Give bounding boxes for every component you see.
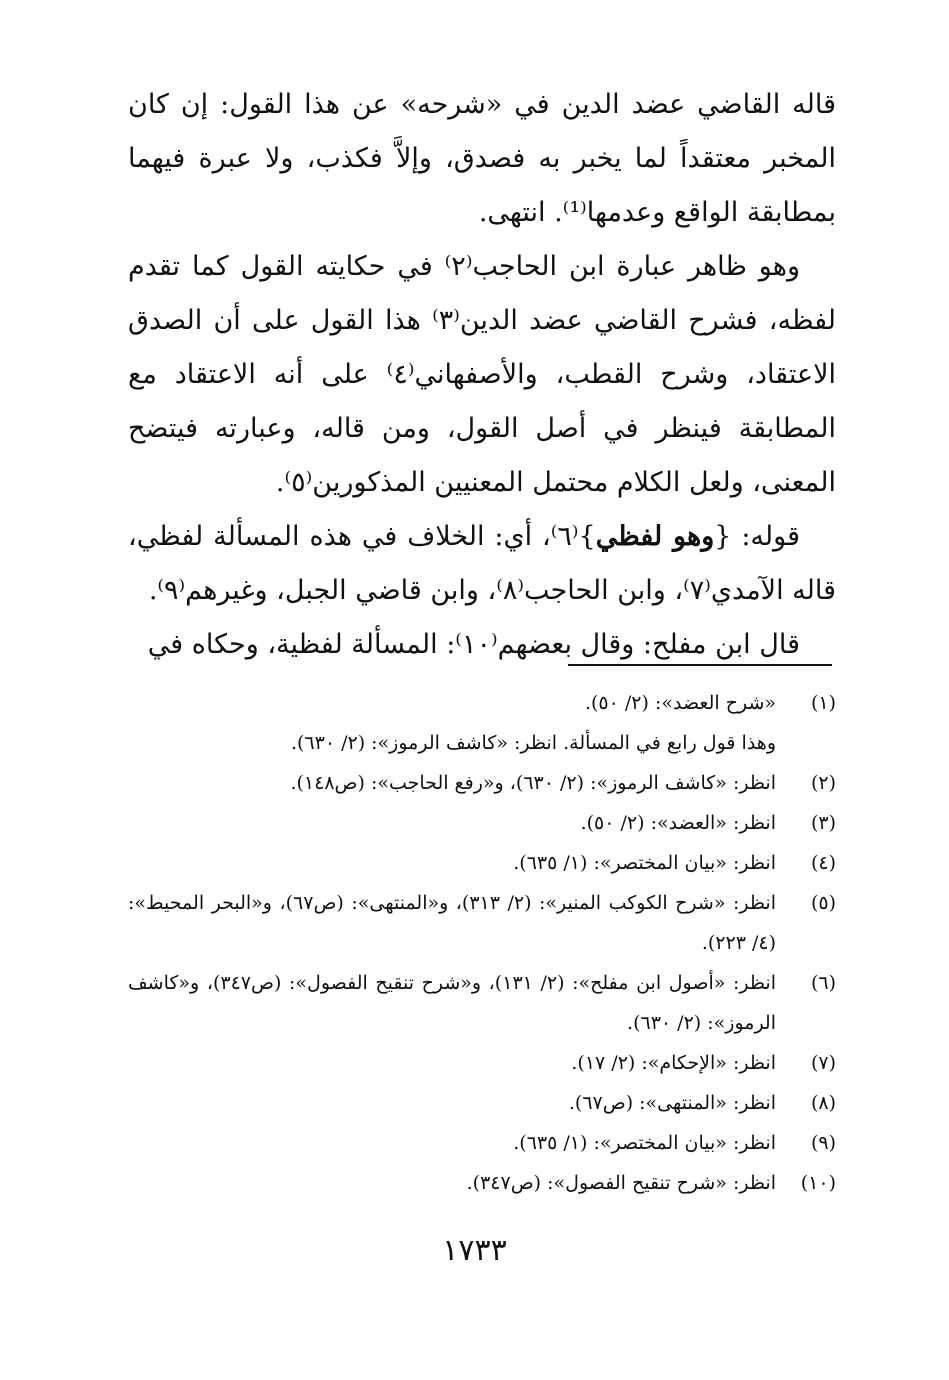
footnote-text: وهذا قول رابع في المسألة. انظر: «كاشف الرموز»: (٢/ ٦٣٠). [290,732,776,754]
footnote-number: (٨) [810,1092,836,1114]
footnote-separator [568,664,832,666]
footnote-7 [128,1043,836,1083]
footnote-text: انظر: «شرح تنقيح الفصول»: (ص٣٤٧). [466,1172,776,1194]
footnote-number: (٩) [810,1132,836,1154]
footnote-5 [128,883,836,963]
footnote-1 [128,683,836,723]
paragraph-3 [128,510,836,618]
footnote-9 [128,1123,836,1163]
footnote-4 [128,843,836,883]
footnote-8 [128,1083,836,1123]
footnote-10 [128,1163,836,1203]
paragraph-3-prefix: قوله: { [714,521,800,552]
footnote-6 [128,963,836,1043]
footnote-text: انظر: «العضد»: (٢/ ٥٠). [580,812,776,834]
footnote-text: انظر: «بيان المختصر»: (١/ ٦٣٥). [513,852,776,874]
footnotes [128,683,836,1203]
footnote-number: (٢) [810,772,836,794]
main-text [128,78,836,672]
paragraph-4: قال ابن مفلح: وقال بعضهم⁽١٠⁾: المسألة لفظية، وحكاه في [147,629,800,660]
footnote-text: انظر: «الإحكام»: (٢/ ١٧). [571,1052,776,1074]
footnote-2 [128,763,836,803]
footnote-text: انظر: «المنتهى»: (ص٦٧). [568,1092,776,1114]
quoted-term: وهو لفظي [595,521,715,552]
footnote-number: (٦) [810,972,836,994]
paragraph-1: قاله القاضي عضد الدين في «شرحه» عن هذا القول: إن كان المخبر معتقداً لما يخبر به فصدق، وإلاَّ فكذب، ولا عبرة فيهما بمطابقة الواقع وعدمها⁽¹⁾. انتهى. [128,89,836,228]
paragraph-2: وهو ظاهر عبارة ابن الحاجب⁽٢⁾ في حكايته القول كما تقدم لفظه، فشرح القاضي عضد الدين⁽٣⁾ هذا القول على أن الصدق الاعتقاد، وشرح القطب، والأصفهاني⁽٤⁾ على أنه الاعتقاد مع المطابقة فينظر في أصل القول، ومن قاله، وعبارته فيتضح المعنى، ولعل الكلام محتمل المعنيين المذكورين⁽٥⁾. [128,251,837,498]
paragraph-3-suffix: }⁽٦⁾، أي: الخلاف في هذه المسألة لفظي، قاله الآمدي⁽٧⁾، وابن الحاجب⁽٨⁾، وابن قاضي الجبل، وغيرهم⁽٩⁾. [128,521,836,606]
footnote-3 [128,803,836,843]
footnote-number: (١٠) [800,1172,836,1194]
footnote-number: (٣) [810,812,836,834]
footnote-number: (٧) [810,1052,836,1074]
footnote-1-continuation [128,723,836,763]
footnote-number: (٥) [810,892,836,914]
footnote-number: (١) [810,692,836,714]
footnote-text: انظر: «كاشف الرموز»: (٢/ ٦٣٠)، و«رفع الحاجب»: (ص١٤٨). [290,772,776,794]
page-number: ١٧٣٣ [442,1233,507,1268]
footnote-text: انظر: «أصول ابن مفلح»: (٢/ ١٣١)، و«شرح تنقيح الفصول»: (ص٣٤٧)، و«كاشف الرموز»: (٢/ ٦٣٠). [128,972,776,1034]
footnote-number: (٤) [810,852,836,874]
footnote-text: انظر: «بيان المختصر»: (١/ ٦٣٥). [513,1132,776,1154]
footnote-text: انظر: «شرح الكوكب المنير»: (٢/ ٣١٣)، و«المنتهى»: (ص٦٧)، و«البحر المحيط»: (٤/ ٢٢٣). [128,892,776,954]
footnote-text: «شرح العضد»: (٢/ ٥٠). [584,692,776,714]
